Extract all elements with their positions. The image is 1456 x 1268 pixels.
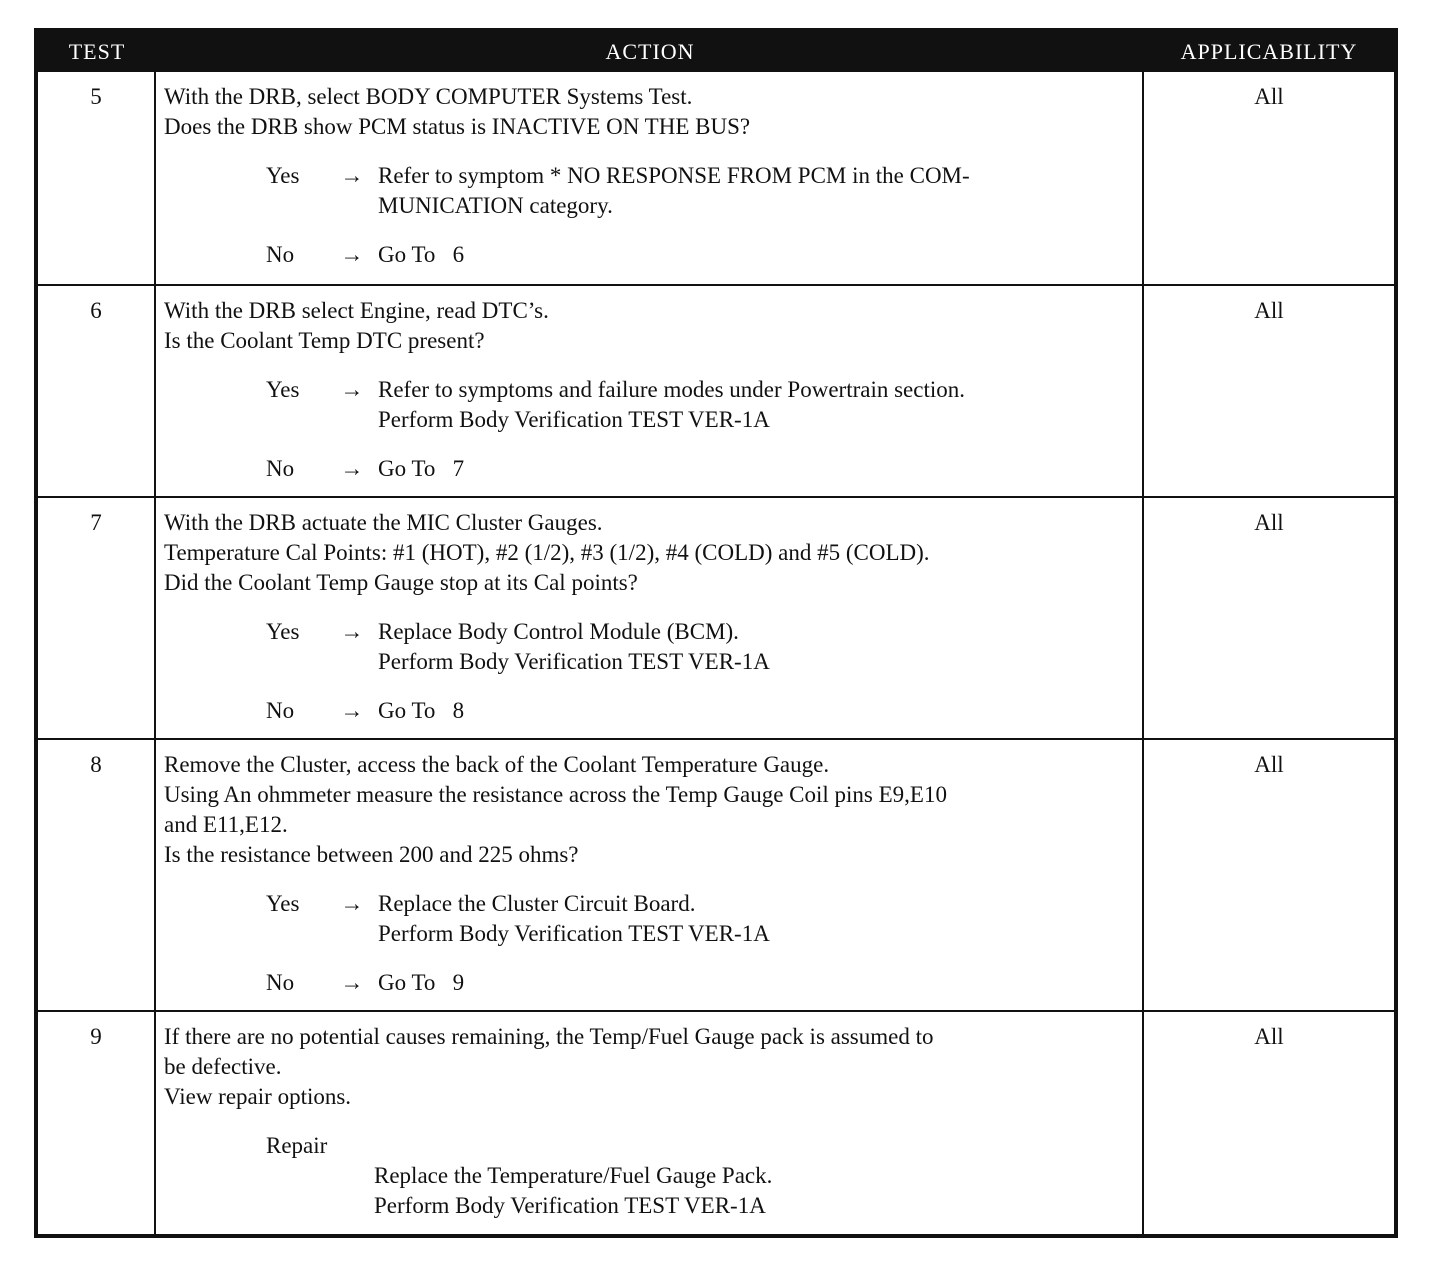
yes-text-line: MUNICATION category.	[378, 193, 613, 218]
no-text: Go To 6	[378, 242, 465, 267]
no-option	[266, 696, 1134, 726]
test-number: 6	[38, 284, 156, 496]
question-line: and E11,E12.	[164, 812, 288, 837]
question-line: Using An ohmmeter measure the resistance across the Temp Gauge Coil pins E9,E10	[164, 782, 947, 807]
right-arrow-icon: →	[340, 377, 364, 402]
question-line: With the DRB select Engine, read DTC’s.	[164, 298, 549, 323]
yes-text-line: Replace the Cluster Circuit Board.	[378, 891, 696, 916]
action-cell	[156, 496, 1144, 738]
question-line: Does the DRB show PCM status is INACTIVE ON THE BUS?	[164, 114, 751, 139]
yes-label: Yes	[266, 891, 300, 916]
question-line: Is the resistance between 200 and 225 ohms?	[164, 842, 579, 867]
yes-text-line: Refer to symptom * NO RESPONSE FROM PCM in the COM-	[378, 163, 970, 188]
yes-label: Yes	[266, 163, 300, 188]
right-arrow-icon: →	[340, 891, 364, 916]
test-number: 8	[38, 738, 156, 1010]
repair-text-line: Perform Body Verification TEST VER-1A	[374, 1193, 766, 1218]
no-text: Go To 9	[378, 970, 465, 995]
action-cell	[156, 1010, 1144, 1234]
question-line: With the DRB actuate the MIC Cluster Gauges.	[164, 510, 603, 535]
diagnostic-test-table	[34, 28, 1398, 1238]
yes-option	[266, 889, 1134, 949]
test-number: 9	[38, 1010, 156, 1234]
yes-text	[378, 161, 1134, 221]
question-line: With the DRB, select BODY COMPUTER Systems Test.	[164, 84, 693, 109]
applicability-value: All	[1144, 496, 1394, 738]
yes-text	[378, 617, 1134, 677]
no-text: Go To 8	[378, 698, 465, 723]
header-action: ACTION	[156, 32, 1144, 72]
yes-label: Yes	[266, 377, 300, 402]
header-applicability: APPLICABILITY	[1144, 32, 1394, 72]
right-arrow-icon: →	[340, 698, 364, 723]
repair-label: Repair	[266, 1133, 328, 1158]
applicability-value: All	[1144, 1010, 1394, 1234]
question-line: Temperature Cal Points: #1 (HOT), #2 (1/2), #3 (1/2), #4 (COLD) and #5 (COLD).	[164, 540, 930, 565]
yes-text-line: Perform Body Verification TEST VER-1A	[378, 407, 770, 432]
yes-text	[378, 375, 1134, 435]
no-label: No	[266, 242, 295, 267]
action-cell	[156, 72, 1144, 284]
question-line: View repair options.	[164, 1084, 352, 1109]
question-line: If there are no potential causes remaining, the Temp/Fuel Gauge pack is assumed to	[164, 1024, 934, 1049]
no-option	[266, 454, 1134, 484]
no-option	[266, 968, 1134, 998]
action-cell	[156, 284, 1144, 496]
test-number: 5	[38, 72, 156, 284]
yes-text-line: Refer to symptoms and failure modes under Powertrain section.	[378, 377, 965, 402]
no-label: No	[266, 970, 295, 995]
yes-text-line: Perform Body Verification TEST VER-1A	[378, 649, 770, 674]
yes-label: Yes	[266, 619, 300, 644]
no-text: Go To 7	[378, 456, 465, 481]
yes-option	[266, 617, 1134, 677]
yes-text-line: Perform Body Verification TEST VER-1A	[378, 921, 770, 946]
question-line: Did the Coolant Temp Gauge stop at its Cal points?	[164, 570, 638, 595]
yes-text	[378, 889, 1134, 949]
repair-text-line: Replace the Temperature/Fuel Gauge Pack.	[374, 1163, 773, 1188]
test-number: 7	[38, 496, 156, 738]
yes-option	[266, 161, 1134, 221]
question-line: Is the Coolant Temp DTC present?	[164, 328, 485, 353]
right-arrow-icon: →	[340, 619, 364, 644]
right-arrow-icon: →	[340, 456, 364, 481]
applicability-value: All	[1254, 84, 1284, 109]
no-label: No	[266, 456, 295, 481]
applicability-value: All	[1144, 738, 1394, 1010]
header-test: TEST	[38, 32, 156, 72]
no-option	[266, 240, 1134, 270]
action-cell	[156, 738, 1144, 1010]
no-label: No	[266, 698, 295, 723]
right-arrow-icon: →	[340, 242, 364, 267]
question-line: Remove the Cluster, access the back of the Coolant Temperature Gauge.	[164, 752, 830, 777]
applicability-value: All	[1144, 284, 1394, 496]
yes-option	[266, 375, 1134, 435]
question-line: be defective.	[164, 1054, 282, 1079]
right-arrow-icon: →	[340, 163, 364, 188]
right-arrow-icon: →	[340, 970, 364, 995]
yes-text-line: Replace Body Control Module (BCM).	[378, 619, 739, 644]
